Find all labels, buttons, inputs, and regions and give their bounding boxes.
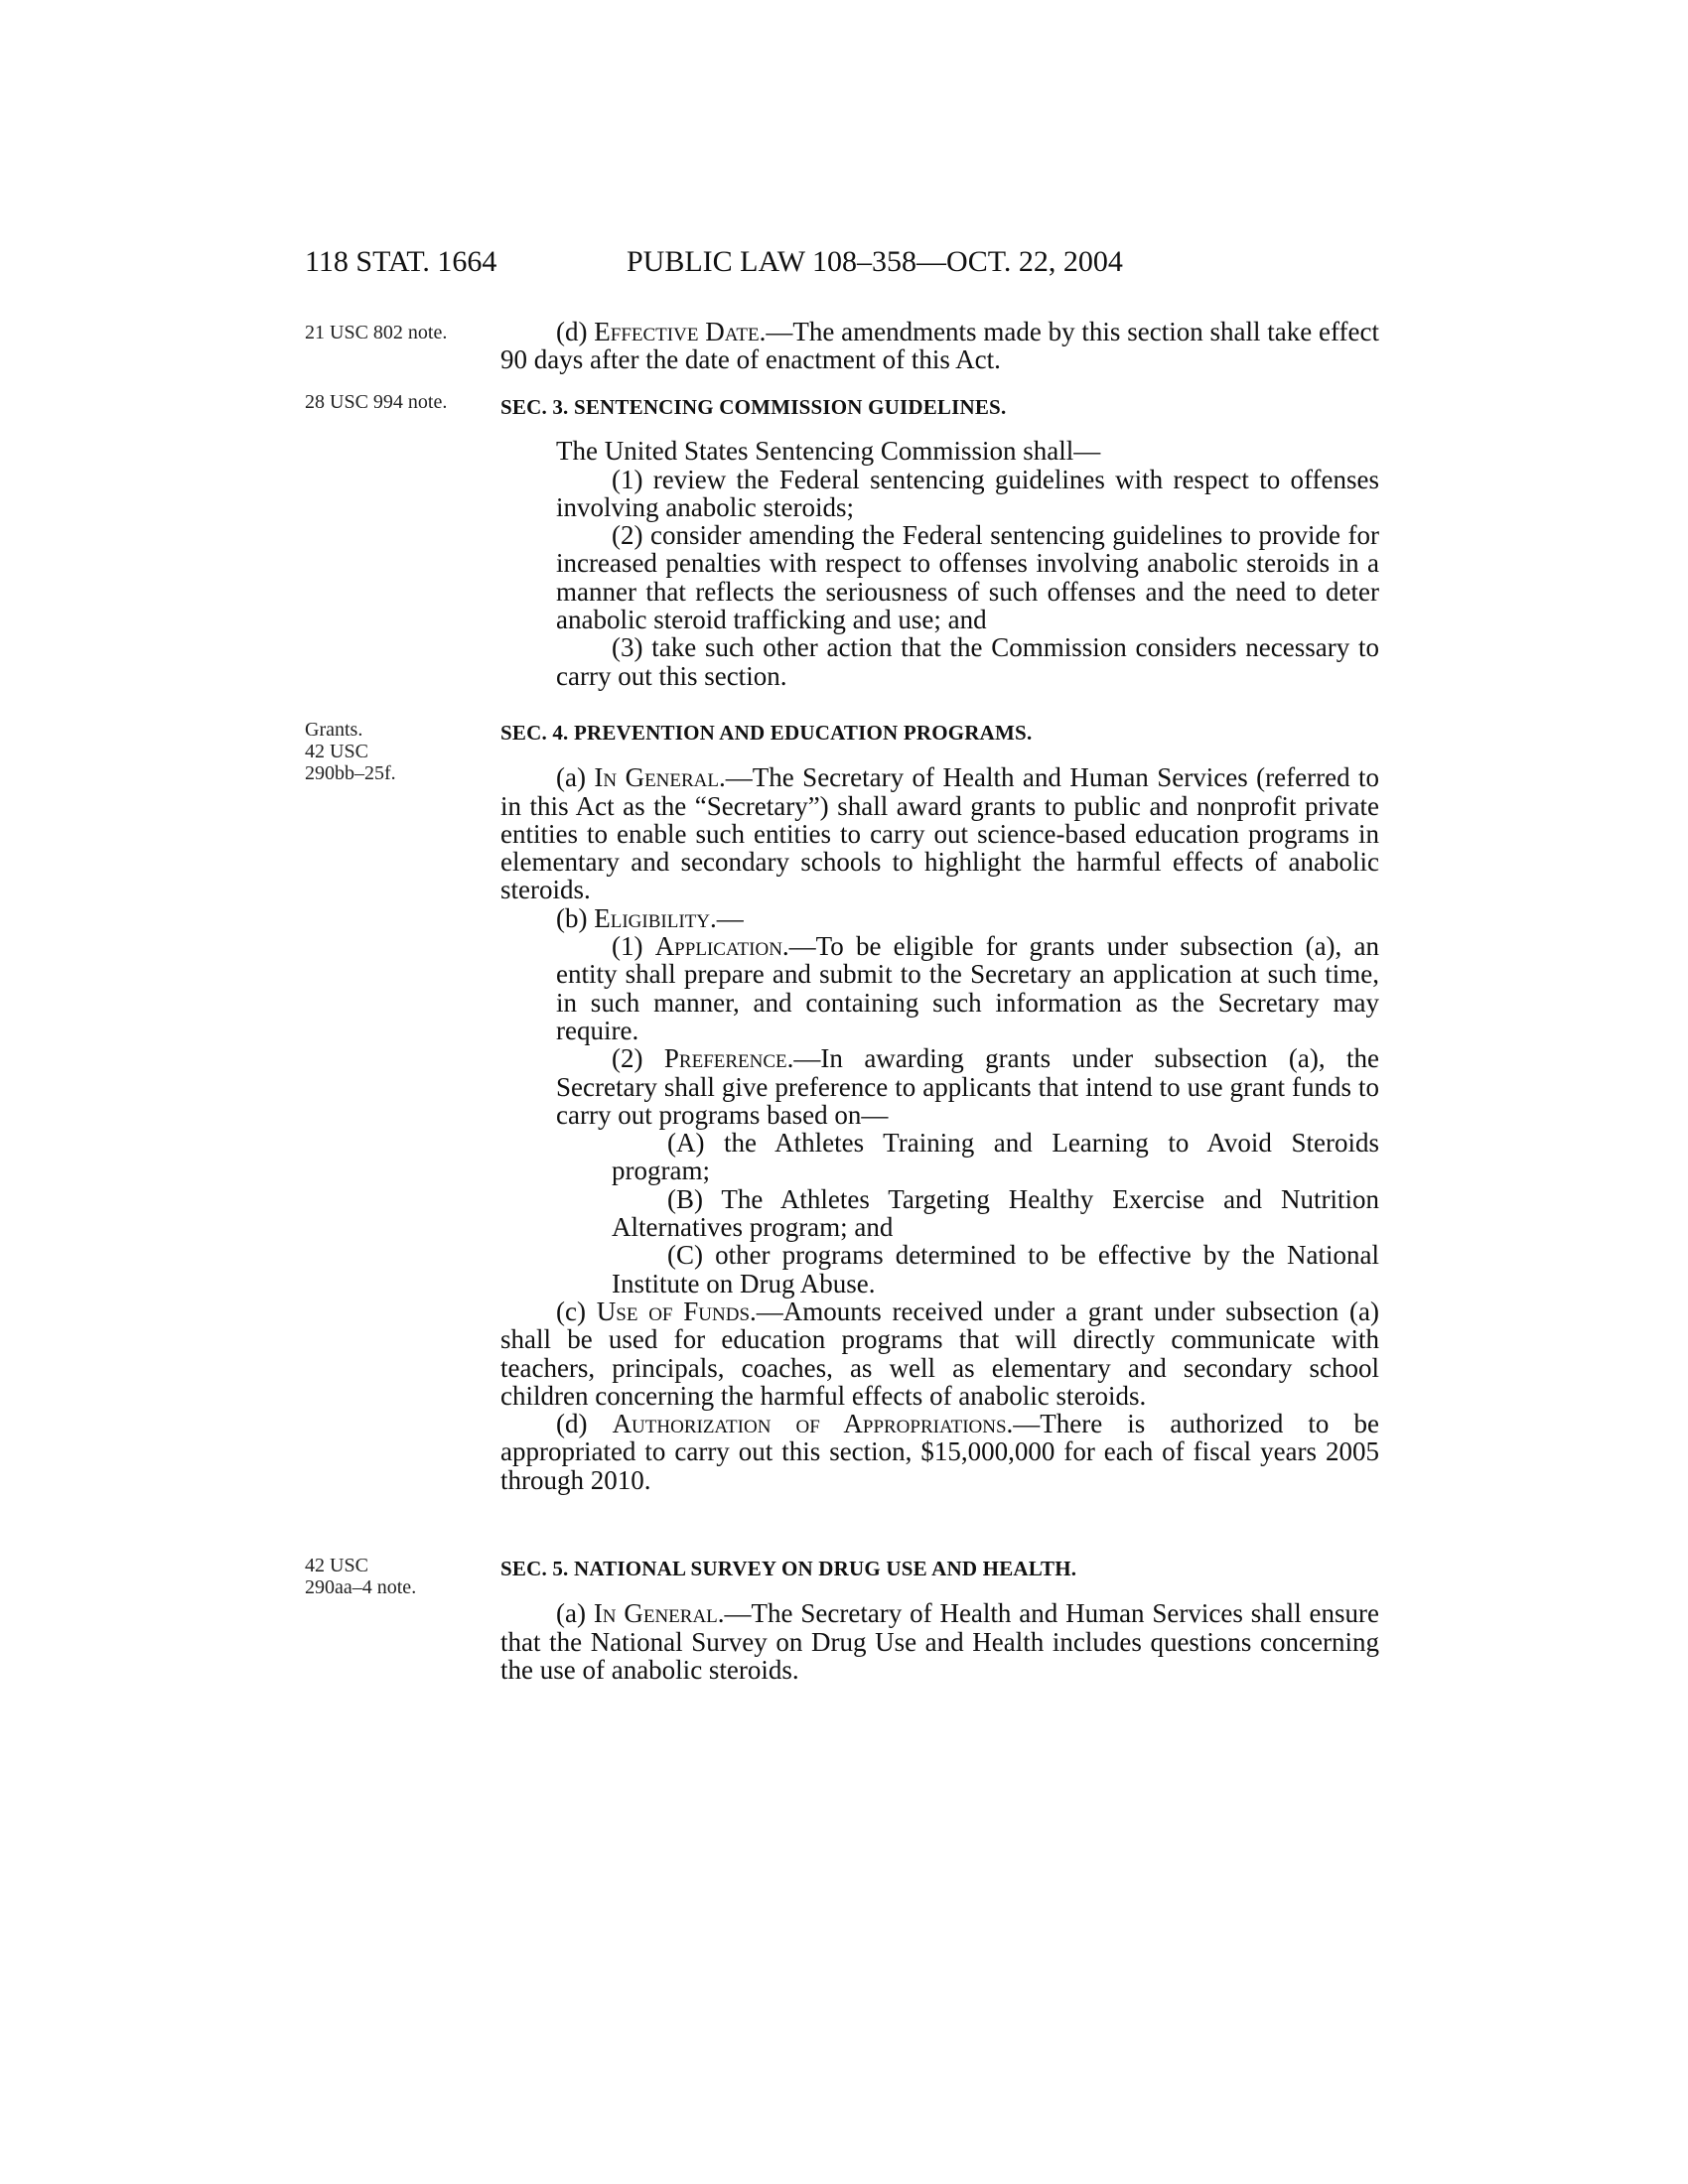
section-4-b-1 bbox=[500, 932, 1379, 1044]
paragraph-heading: Application bbox=[654, 931, 782, 962]
public-law-title: PUBLIC LAW 108–358—OCT. 22, 2004 bbox=[627, 245, 1123, 278]
subsection-text: .—There is authorized to be appropriated to carry out this section, $15,000,000 for each of fiscal years 2005 through 2010. bbox=[500, 1409, 1379, 1495]
paragraph-text: .—In awarding grants under subsection (a), the Secretary shall give preference to applicants that intend to use grant funds to carry out programs based on— bbox=[556, 1043, 1379, 1130]
margin-note-line: 42 USC bbox=[305, 1555, 368, 1576]
section-3-item-3: (3) take such other action that the Commission considers necessary to carry out this section. bbox=[556, 632, 1379, 691]
paragraph-heading: Preference bbox=[663, 1043, 787, 1074]
section-4-b-2-B: (B) The Athletes Targeting Healthy Exercise and Nutrition Alternatives program; and bbox=[612, 1183, 1379, 1243]
margin-note-21-usc bbox=[305, 322, 447, 343]
margin-note-line: 290aa–4 note. bbox=[305, 1576, 417, 1598]
section-4-b bbox=[500, 904, 1379, 932]
section-5 bbox=[500, 1555, 1379, 1684]
section-3-item-2: (2) consider amending the Federal sentencing guidelines to provide for increased penalties with respect to offenses involving anabolic steroids in a manner that reflects the seriousness of such offenses and the need to deter anabolic steroid trafficking and use; and bbox=[556, 520, 1379, 635]
page-header bbox=[305, 245, 1379, 285]
section-4-b-2-C: (C) other programs determined to be effective by the National Institute on Drug Abuse. bbox=[612, 1240, 1379, 1298]
subsection-heading: In General bbox=[593, 1598, 718, 1629]
section-heading: SEC. 5. NATIONAL SURVEY ON DRUG USE AND HEALTH. bbox=[500, 1557, 1077, 1580]
section-2d bbox=[500, 318, 1379, 374]
paragraph-text: .—To be eligible for grants under subsection (a), an entity shall prepare and submit to the Secretary an application at such time, in such manner, and containing such information as the Secretary may require. bbox=[556, 931, 1379, 1045]
section-4-d bbox=[500, 1410, 1379, 1494]
subsection-label: (a) bbox=[556, 1598, 594, 1629]
margin-note-line: 290bb–25f. bbox=[305, 762, 396, 784]
statute-page-reference: 118 STAT. 1664 bbox=[305, 245, 497, 278]
subsection-text: .—The amendments made by this section shall take effect 90 days after the date of enactment of this Act. bbox=[500, 317, 1379, 375]
section-4 bbox=[500, 719, 1379, 1494]
subsection-text: .—The Secretary of Health and Human Services (referred to in this Act as the “Secretary”) shall award grants to public and nonprofit private entities to enable such entities to carry out science-based education programs in elementary and secondary schools to highlight the harmful effects of anabolic steroids. bbox=[500, 762, 1380, 905]
section-4-b-2-A: (A) the Athletes Training and Learning to Avoid Steroids program; bbox=[612, 1128, 1379, 1186]
margin-note-text: 21 USC 802 note. bbox=[305, 322, 448, 343]
section-3-item-1: (1) review the Federal sentencing guidelines with respect to offenses involving anabolic steroids; bbox=[556, 464, 1379, 522]
section-heading: SEC. 4. PREVENTION AND EDUCATION PROGRAMS. bbox=[500, 721, 1033, 745]
subsection-dash: .— bbox=[709, 902, 744, 933]
section-4-b-2 bbox=[500, 1044, 1379, 1129]
subsection-heading: Use of Funds bbox=[596, 1296, 751, 1326]
margin-note-text: 28 USC 994 note. bbox=[305, 391, 448, 413]
margin-note-line: 42 USC bbox=[305, 741, 368, 762]
subsection-heading: Authorization of Appropriations bbox=[612, 1409, 1007, 1439]
section-4-c bbox=[500, 1297, 1379, 1410]
section-4-a bbox=[500, 763, 1379, 903]
subsection-heading: In General bbox=[594, 762, 720, 793]
subsection-text: .—The Secretary of Health and Human Services shall ensure that the National Survey on Drug Use and Health includes questions concerning the use of anabolic steroids. bbox=[500, 1598, 1379, 1685]
margin-note-28-usc bbox=[305, 391, 447, 413]
subsection-label: (d) bbox=[556, 317, 595, 346]
section-heading: SEC. 3. SENTENCING COMMISSION GUIDELINES. bbox=[500, 395, 1007, 419]
paragraph-label: (2) bbox=[612, 1043, 664, 1074]
subsection-heading: Effective Date bbox=[594, 317, 760, 346]
section-3-intro: The United States Sentencing Commission shall— bbox=[556, 436, 1101, 467]
margin-note-line: Grants. bbox=[305, 719, 363, 741]
subsection-heading: Eligibility bbox=[594, 902, 710, 933]
subsection-label: (b) bbox=[556, 902, 595, 933]
section-3 bbox=[500, 393, 1379, 690]
subsection-label: (d) bbox=[556, 1409, 613, 1439]
margin-note-grants bbox=[305, 719, 396, 784]
subsection-label: (a) bbox=[556, 762, 595, 793]
subsection-label: (c) bbox=[556, 1296, 597, 1326]
margin-note-42-usc bbox=[305, 1555, 416, 1598]
section-5-a bbox=[500, 1599, 1379, 1684]
paragraph-label: (1) bbox=[612, 931, 655, 962]
effective-date-paragraph bbox=[500, 318, 1379, 374]
subsection-text: .—Amounts received under a grant under subsection (a) shall be used for education programs that will directly communicate with teachers, principals, coaches, as well as elementary and secondary school children concerning the harmful effects of anabolic steroids. bbox=[500, 1296, 1379, 1411]
